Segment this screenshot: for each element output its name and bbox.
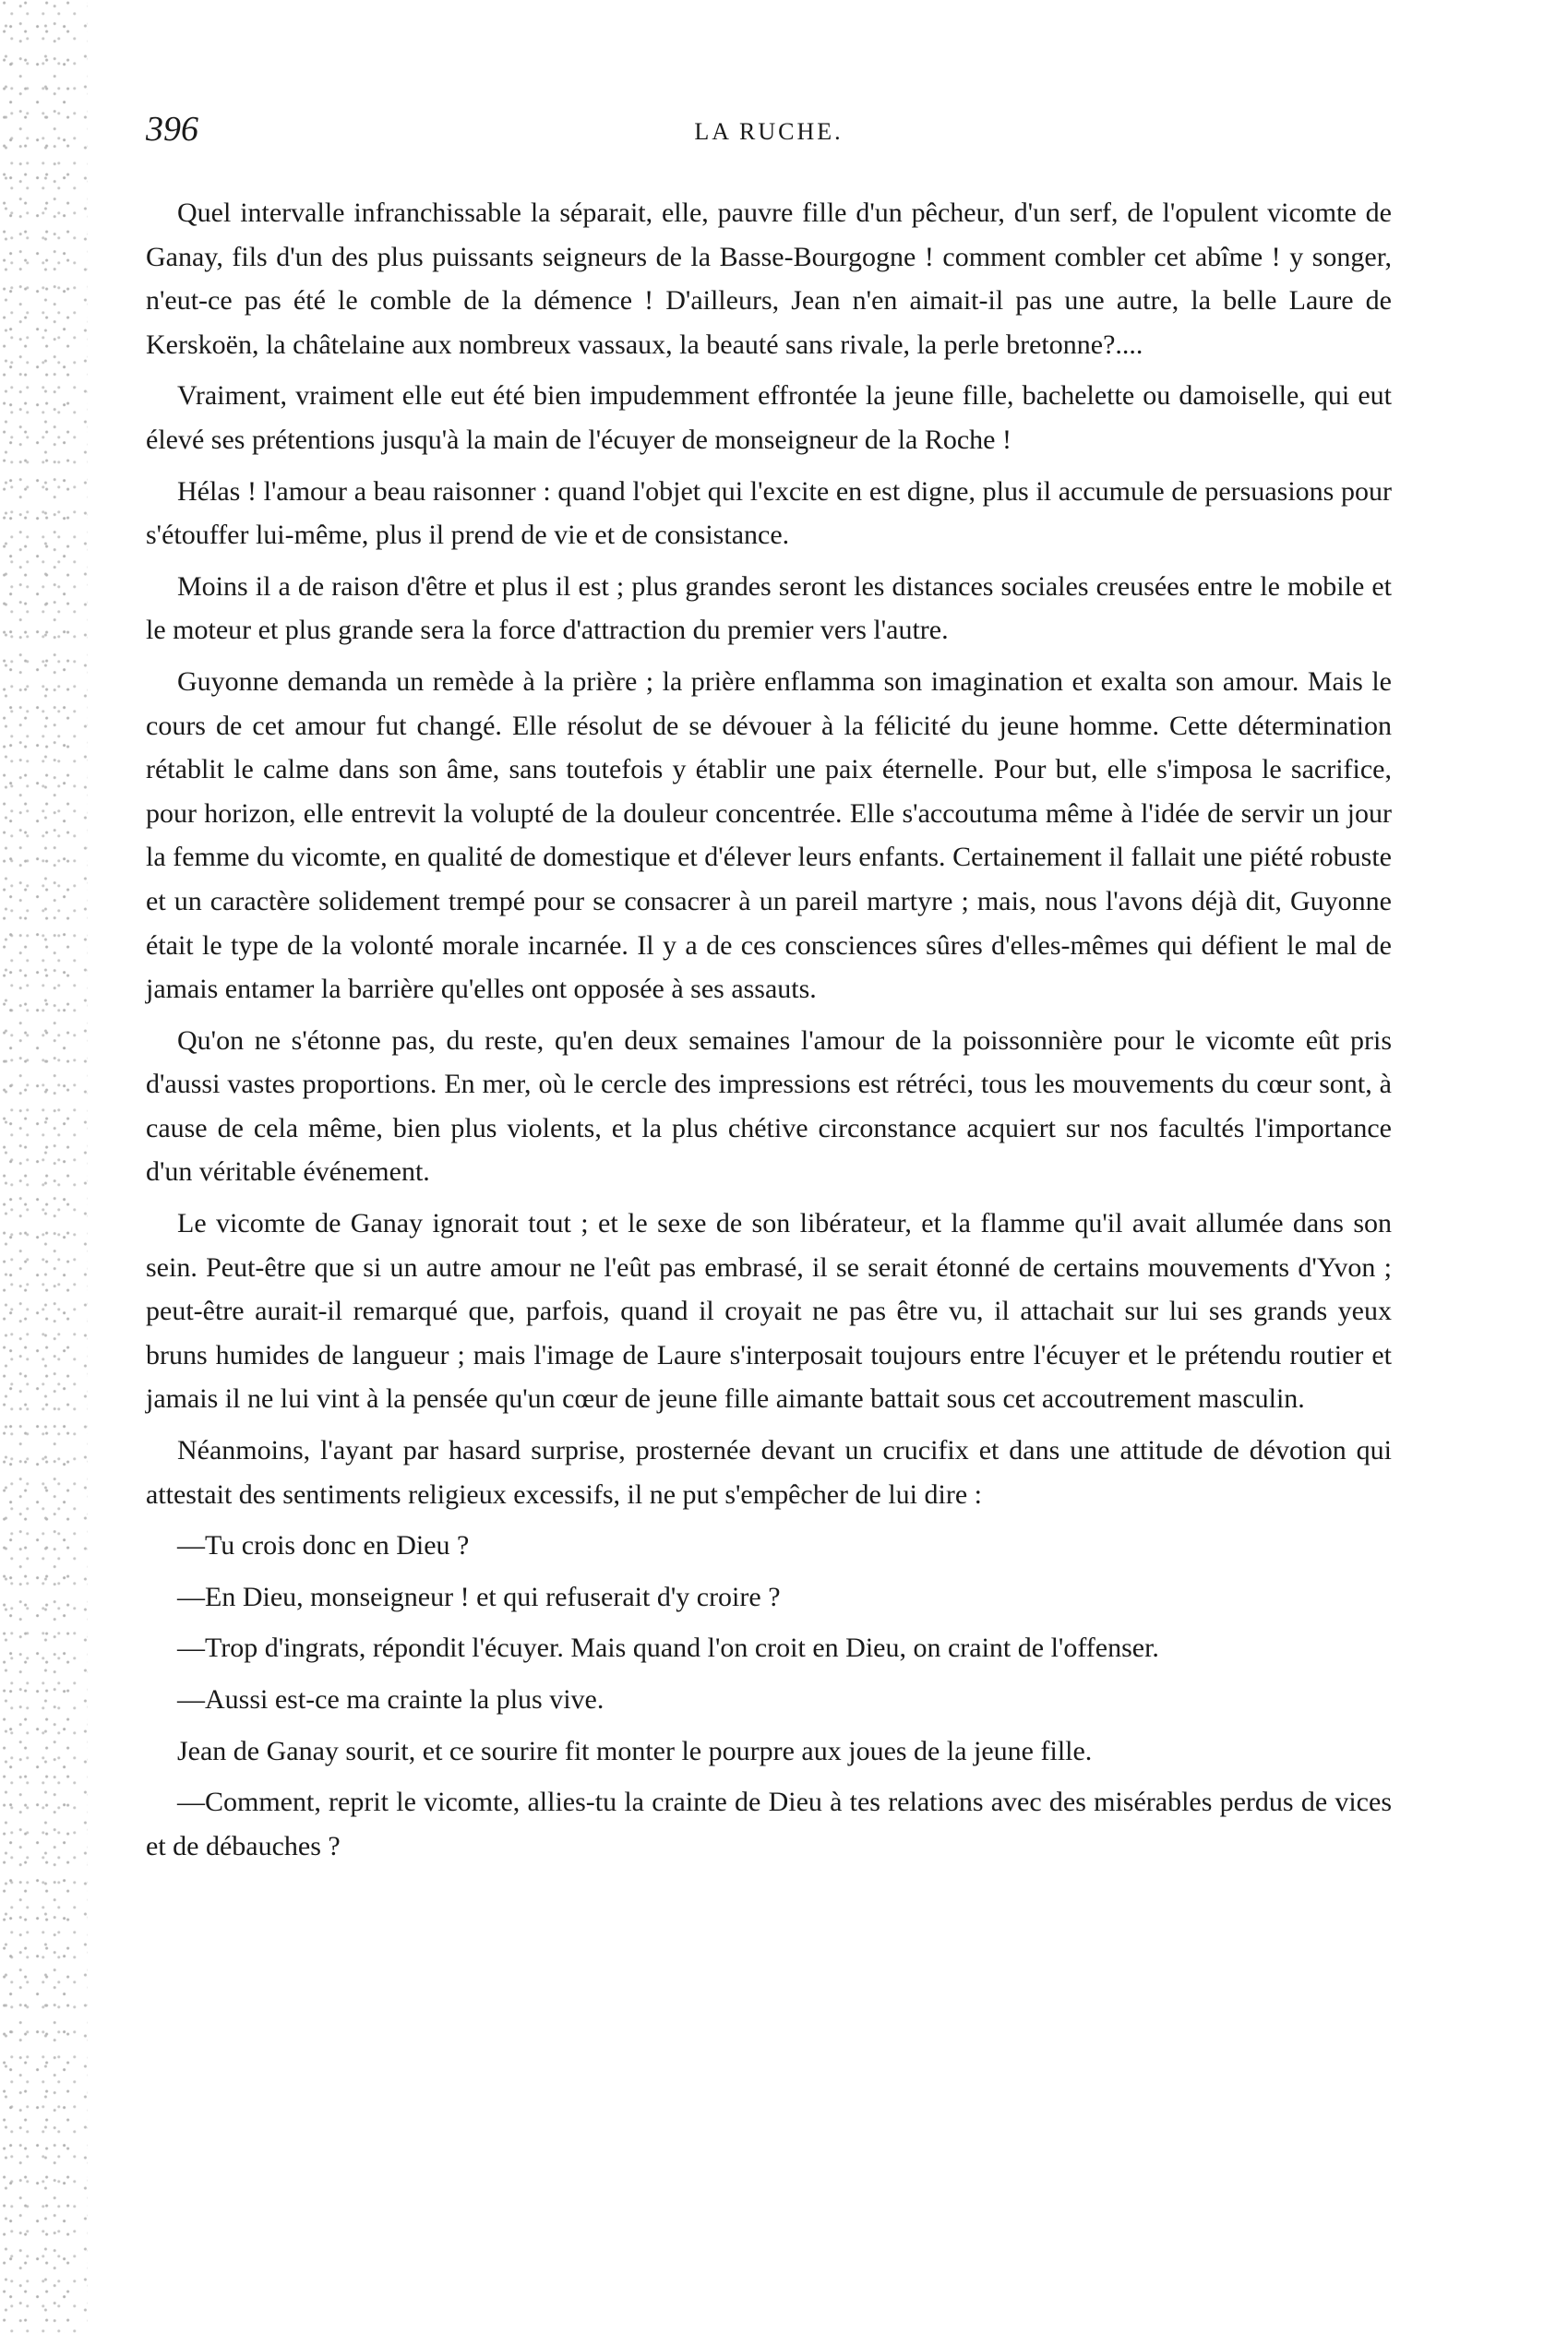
page-header: [146, 109, 1392, 155]
scan-margin-speckle: [0, 0, 88, 2333]
paragraph: Guyonne demanda un remède à la prière ; la prière enflamma son imagination et exalta son amour. Mais le cours de cet amour fut changé. Elle résolut de se dévouer à la félicité du jeune homme. Cette détermination rétablit le calme dans son âme, sans toutefois y établir une paix éternelle. Pour but, elle s'imposa le sacrifice, pour horizon, elle entrevit la volupté de la douleur concentrée. Elle s'accoutuma même à l'idée de servir un jour la femme du vicomte, en qualité de domestique et d'élever leurs enfants. Certainement il fallait une piété robuste et un caractère solidement trempé pour se consacrer à un pareil martyre ; mais, nous l'avons déjà dit, Guyonne était le type de la volonté morale incarnée. Il y a de ces consciences sûres d'elles-mêmes qui défient le mal de jamais entamer la barrière qu'elles ont opposée à ses assauts.: [146, 665, 1392, 1005]
paragraph: Hélas ! l'amour a beau raisonner : quand l'objet qui l'excite en est digne, plus il accumule de persuasions pour s'étouffer lui-même, plus il prend de vie et de consistance.: [146, 475, 1392, 551]
dialogue-line: —En Dieu, monseigneur ! et qui refuserait d'y croire ?: [177, 1581, 781, 1612]
running-head: LA RUCHE.: [694, 118, 844, 145]
page-number: 396: [146, 110, 198, 149]
paragraph: Qu'on ne s'étonne pas, du reste, qu'en deux semaines l'amour de la poissonnière pour le vicomte eût pris d'aussi vastes proportions. En mer, où le cercle des impressions est rétréci, tous les mouvements du cœur sont, à cause de cela même, bien plus violents, et la plus chétive circonstance acquiert sur nos facultés l'importance d'un véritable événement.: [146, 1024, 1392, 1188]
paragraph: Quel intervalle infranchissable la séparait, elle, pauvre fille d'un pêcheur, d'un serf, de l'opulent vicomte de Ganay, fils d'un des plus puissants seigneurs de la Basse-Bourgogne ! comment combler cet abîme ! y songer, n'eut-ce pas été le comble de la démence ! D'ailleurs, Jean n'en aimait-il pas une autre, la belle Laure de Kerskoën, la châtelaine aux nombreux vassaux, la beauté sans rivale, la perle bretonne?....: [146, 197, 1392, 360]
body-text: [146, 191, 1392, 1875]
dialogue-line: —Tu crois donc en Dieu ?: [177, 1530, 470, 1561]
paragraph: Moins il a de raison d'être et plus il est ; plus grandes seront les distances sociales creusées entre le mobile et le moteur et plus grande sera la force d'attraction du premier vers l'autre.: [146, 570, 1392, 646]
paragraph: Vraiment, vraiment elle eut été bien impudemment effrontée la jeune fille, bachelette ou damoiselle, qui eut élevé ses prétentions jusqu'à la main de l'écuyer de monseigneur de la Roche !: [146, 380, 1392, 455]
paragraph: Jean de Ganay sourit, et ce sourire fit monter le pourpre aux joues de la jeune fille.: [177, 1735, 1093, 1766]
paragraph: Néanmoins, l'ayant par hasard surprise, prosternée devant un crucifix et dans une attitude de dévotion qui attestait des sentiments religieux excessifs, il ne put s'empêcher de lui dire :: [146, 1435, 1392, 1510]
dialogue-line: —Comment, reprit le vicomte, allies-tu la crainte de Dieu à tes relations avec des misérables perdus de vices et de débauches ?: [146, 1787, 1392, 1861]
dialogue-line: —Trop d'ingrats, répondit l'écuyer. Mais quand l'on croit en Dieu, on craint de l'offenser.: [177, 1633, 1159, 1664]
dialogue-line: —Aussi est-ce ma crainte la plus vive.: [177, 1684, 604, 1715]
paragraph: Le vicomte de Ganay ignorait tout ; et le sexe de son libérateur, et la flamme qu'il avait allumée dans son sein. Peut-être que si un autre amour ne l'eût pas embrasé, il se serait étonné de certains mouvements d'Yvon ; peut-être aurait-il remarqué que, parfois, quand il croyait ne pas être vu, il attachait sur lui ses grands yeux bruns humides de langueur ; mais l'image de Laure s'interposait toujours entre l'écuyer et le prétendu routier et jamais il ne lui vint à la pensée qu'un cœur de jeune fille aimante battait sous cet accoutrement masculin.: [146, 1208, 1392, 1415]
